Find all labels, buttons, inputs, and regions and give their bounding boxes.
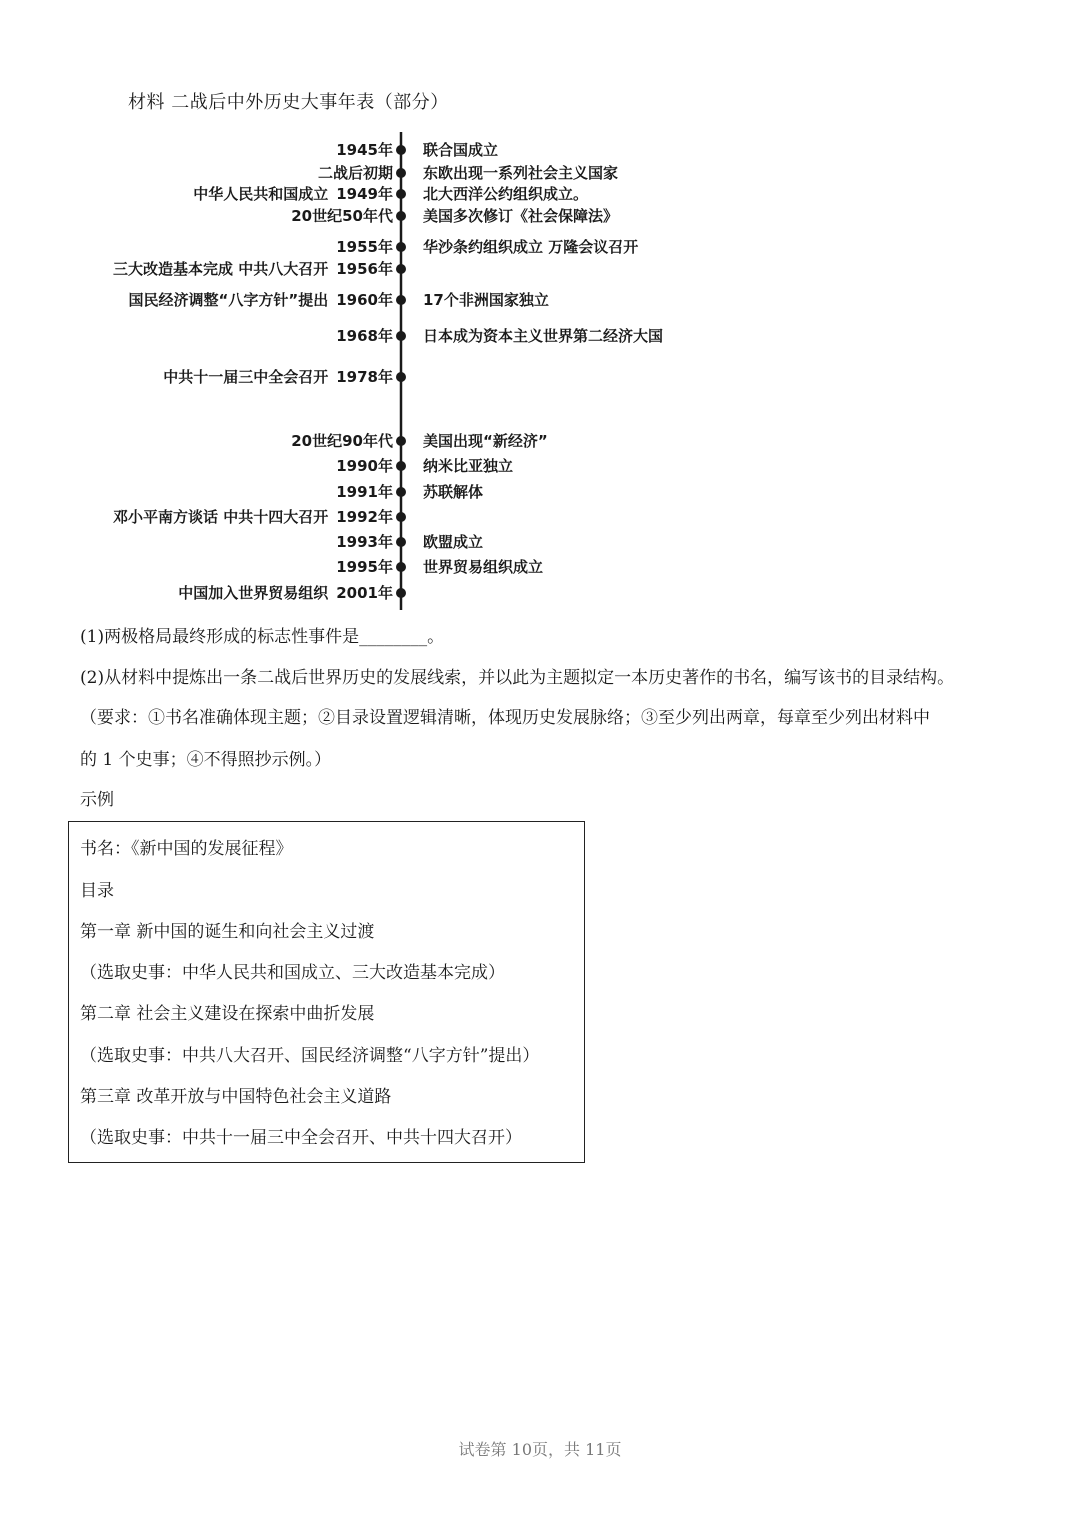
history-timeline [0,0,1080,620]
timeline-time: 1956年 [336,260,393,278]
timeline-world-event: 日本成为资本主义世界第二经济大国 [423,327,664,345]
timeline-time: 1993年 [336,533,393,551]
timeline-world-event: 苏联解体 [423,483,484,501]
timeline-world-event: 世界贸易组织成立 [423,558,544,576]
timeline-time: 1995年 [336,558,393,576]
timeline-time: 1945年 [336,141,393,159]
example-chapter-2: 第二章 社会主义建设在探索中曲折发展 [80,1004,375,1024]
timeline-dot [396,211,406,221]
timeline-world-event: 东欧出现一系列社会主义国家 [423,164,619,182]
timeline-china-event: 中国加入世界贸易组织 [178,584,329,602]
timeline-time: 1991年 [336,483,393,501]
timeline-time: 2001年 [336,584,393,602]
timeline-time: 1960年 [336,291,393,309]
timeline-time: 1955年 [336,238,393,256]
timeline-china-event: 国民经济调整“八字方针”提出 [128,291,329,309]
example-book-title: 书名：《新中国的发展征程》 [80,839,293,859]
page-footer: 试卷第 10页，共 11页 [458,1440,622,1459]
timeline-china-event: 邓小平南方谈话 中共十四大召开 [113,508,329,526]
timeline-time: 20世纪50年代 [291,207,393,225]
example-label: 示例 [80,790,114,810]
timeline-dot [396,487,406,497]
timeline-dot [396,242,406,252]
timeline-china-event: 中共十一届三中全会召开 [163,368,329,386]
question-1: (1)两极格局最终形成的标志性事件是________。 [80,627,445,647]
timeline-dot [396,264,406,274]
timeline-time: 1978年 [336,368,393,386]
timeline-dot [396,189,406,199]
timeline-time: 20世纪90年代 [291,432,393,450]
timeline-world-event: 美国多次修订《社会保障法》 [423,207,619,225]
requirements-line-2: 的 1 个史事；④不得照抄示例。） [80,750,332,770]
timeline-dot [396,168,406,178]
timeline-dot [396,512,406,522]
timeline-world-event: 联合国成立 [423,141,499,159]
timeline-time: 1992年 [336,508,393,526]
timeline-dot [396,372,406,382]
requirements-line-1: （要求：①书名准确体现主题；②目录设置逻辑清晰，体现历史发展脉络；③至少列出两章，每章至少列出材料中 [80,708,930,728]
timeline-dot [396,295,406,305]
timeline-china-event: 中华人民共和国成立 [193,185,329,203]
example-chapter-3: 第三章 改革开放与中国特色社会主义道路 [80,1087,392,1107]
timeline-world-event: 美国出现“新经济” [423,432,548,450]
timeline-dot [396,562,406,572]
example-toc-label: 目录 [80,881,114,901]
timeline-dot [396,436,406,446]
timeline-world-event: 北大西洋公约组织成立。 [423,185,589,203]
timeline-dot [396,461,406,471]
timeline-dot [396,145,406,155]
example-chapter-1: 第一章 新中国的诞生和向社会主义过渡 [80,922,375,942]
timeline-time: 1968年 [336,327,393,345]
question-2: (2)从材料中提炼出一条二战后世界历史的发展线索，并以此为主题拟定一本历史著作的书名，编写该书的目录结构。 [80,668,955,688]
timeline-time: 1949年 [336,185,393,203]
example-box [68,821,585,1163]
timeline-world-event: 欧盟成立 [423,533,484,551]
timeline-china-event: 三大改造基本完成 中共八大召开 [113,260,329,278]
timeline-dot [396,537,406,547]
example-chapter-2-events: （选取史事：中共八大召开、国民经济调整“八字方针”提出） [80,1046,540,1066]
timeline-dot [396,588,406,598]
material-title: 材料 二战后中外历史大事年表（部分） [128,92,449,113]
example-chapter-3-events: （选取史事：中共十一届三中全会召开、中共十四大召开） [80,1128,522,1148]
timeline-time: 二战后初期 [317,164,393,182]
timeline-world-event: 纳米比亚独立 [423,457,514,475]
timeline-world-event: 17个非洲国家独立 [423,291,549,309]
timeline-time: 1990年 [336,457,393,475]
timeline-world-event: 华沙条约组织成立 万隆会议召开 [423,238,639,256]
timeline-dot [396,331,406,341]
example-chapter-1-events: （选取史事：中华人民共和国成立、三大改造基本完成） [80,963,505,983]
